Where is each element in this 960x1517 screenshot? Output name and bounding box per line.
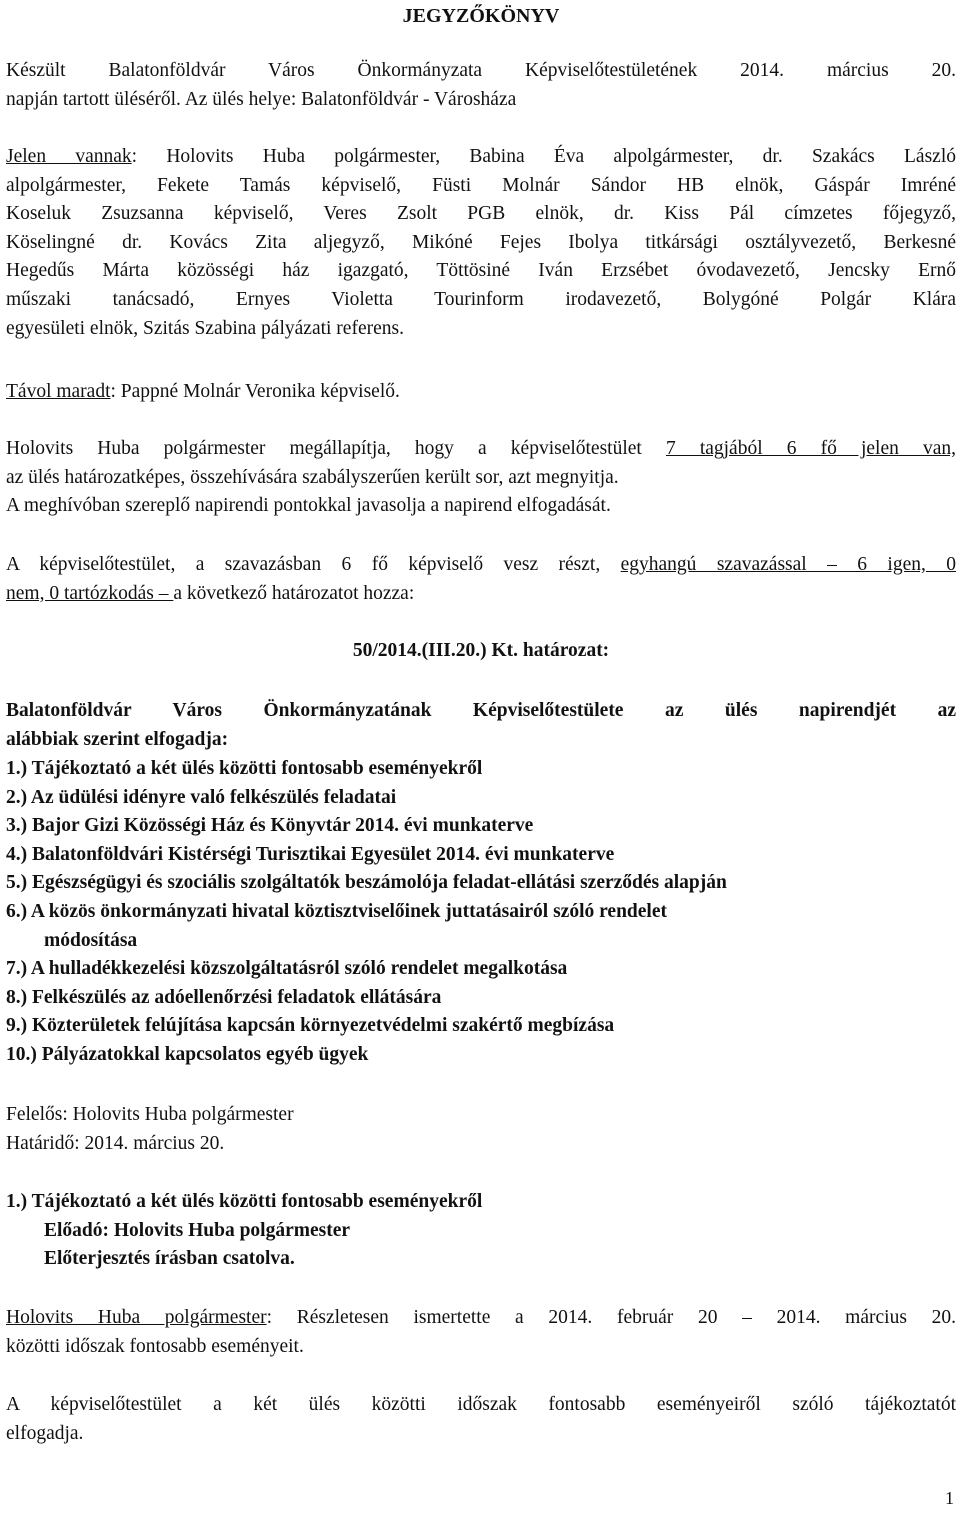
- item1-heading: 1.) Tájékoztató a két ülés közötti fontosabb eseményekről: [6, 1191, 483, 1212]
- present-line: Hegedűs Márta közösségi ház igazgató, Töttösiné Iván Erzsébet óvodavezető, Jencsky Ernő: [6, 260, 956, 282]
- responsibility-block: [6, 1101, 956, 1158]
- agenda-item-continued: módosítása: [44, 929, 138, 951]
- vote-line: nem, 0 tartózkodás – a következő határozatot hozza:: [6, 582, 415, 604]
- intro-line: napján tartott üléséről. Az ülés helye: Balatonföldvár - Városháza: [6, 88, 517, 110]
- agenda-item: 1.) Tájékoztató a két ülés közötti fontosabb eseményekről: [6, 758, 483, 779]
- responsible-line: Felelős: Holovits Huba polgármester: [6, 1104, 294, 1125]
- agenda-item: 9.) Közterületek felújítása kapcsán környezetvédelmi szakértő megbízása: [6, 1015, 615, 1037]
- present-label: Jelen vannak: [6, 146, 132, 167]
- speech-line: Holovits Huba polgármester: Részletesen ismertette a 2014. február 20 – 2014. március 20.: [6, 1307, 956, 1328]
- item1-presenter: Előadó: Holovits Huba polgármester: [44, 1219, 351, 1241]
- absent-text: : Pappné Molnár Veronika képviselő.: [110, 381, 400, 402]
- vote-paragraph: [6, 551, 956, 608]
- present-line: Köselingné dr. Kovács Zita aljegyző, Mikóné Fejes Ibolya titkársági osztályvezető, Berkesné: [6, 231, 956, 253]
- present-paragraph: [6, 143, 956, 343]
- acceptance-line: elfogadja.: [6, 1422, 84, 1444]
- acceptance-line: A képviselőtestület a két ülés közötti időszak fontosabb eseményeiről szóló tájékoztatót: [6, 1394, 956, 1415]
- intro-line: Készült Balatonföldvár Város Önkormányzata Képviselőtestületének 2014. március 20.: [6, 60, 956, 81]
- speech-paragraph: [6, 1304, 956, 1361]
- agenda-item: 4.) Balatonföldvári Kistérségi Turisztikai Egyesület 2014. évi munkaterve: [6, 843, 615, 865]
- agenda-item: 10.) Pályázatokkal kapcsolatos egyéb ügyek: [6, 1043, 369, 1065]
- resolution-number: 50/2014.(III.20.) Kt. határozat:: [352, 640, 610, 661]
- agenda-item: 2.) Az üdülési idényre való felkészülés feladatai: [6, 786, 397, 808]
- agenda-item: 7.) A hulladékkezelési közszolgáltatásról szóló rendelet megalkotása: [6, 958, 568, 980]
- agenda-item: 3.) Bajor Gizi Közösségi Ház és Könyvtár 2014. évi munkaterve: [6, 815, 534, 837]
- resolution-intro: Balatonföldvár Város Önkormányzatának Képviselőtestülete az ülés napirendjét az alábbiak szerint elfogadja:: [6, 700, 956, 750]
- deadline-line: Határidő: 2014. március 20.: [6, 1132, 225, 1154]
- agenda-item: 6.) A közös önkormányzati hivatal köztisztviselőinek juttatásairól szóló rendelet: [6, 900, 667, 922]
- page-number: 1: [945, 1488, 954, 1508]
- quorum-paragraph: [6, 435, 956, 521]
- vote-line: A képviselőtestület, a szavazásban 6 fő képviselő vesz részt, egyhangú szavazással – 6 igen, 0: [6, 554, 956, 575]
- intro-paragraph: [6, 57, 956, 114]
- present-line: Jelen vannak: Holovits Huba polgármester, Babina Éva alpolgármester, dr. Szakács László: [6, 146, 956, 167]
- absent-label: Távol maradt: [6, 381, 111, 402]
- document-title: JEGYZŐKÖNYV: [402, 5, 560, 27]
- present-line: alpolgármester, Fekete Tamás képviselő, Füsti Molnár Sándor HB elnök, Gáspár Imréné: [6, 174, 956, 196]
- speaker-name: Holovits Huba polgármester: [6, 1307, 267, 1328]
- quorum-line: az ülés határozatképes, összehívására szabályszerűen került sor, azt megnyitja.: [6, 466, 619, 488]
- agenda-item: 5.) Egészségügyi és szociális szolgáltatók beszámolója feladat-ellátási szerződés alapján: [6, 872, 727, 894]
- acceptance-paragraph: [6, 1391, 956, 1448]
- vote-result: egyhangú szavazással – 6 igen, 0: [620, 554, 956, 575]
- present-line: Koseluk Zsuzsanna képviselő, Veres Zsolt PGB elnök, dr. Kiss Pál címzetes főjegyző,: [6, 203, 956, 225]
- agenda-item: 8.) Felkészülés az adóellenőrzési feladatok ellátására: [6, 986, 442, 1008]
- present-line: egyesületi elnök, Szitás Szabina pályázati referens.: [6, 317, 404, 339]
- speech-line: közötti időszak fontosabb eseményeit.: [6, 1335, 304, 1357]
- attendance-count: 7 tagjából 6 fő jelen van,: [665, 438, 956, 459]
- agenda-list: [6, 755, 956, 1070]
- item1-heading-block: [6, 1188, 956, 1274]
- quorum-line: Holovits Huba polgármester megállapítja, hogy a képviselőtestület 7 tagjából 6 fő jelen van,: [6, 438, 956, 459]
- item1-attachment: Előterjesztés írásban csatolva.: [44, 1248, 295, 1270]
- quorum-line: A meghívóban szereplő napirendi pontokkal javasolja a napirend elfogadását.: [6, 495, 611, 517]
- present-line: műszaki tanácsadó, Ernyes Violetta Tourinform irodavezető, Bolygóné Polgár Klára: [6, 288, 956, 310]
- absent-paragraph: [6, 378, 956, 407]
